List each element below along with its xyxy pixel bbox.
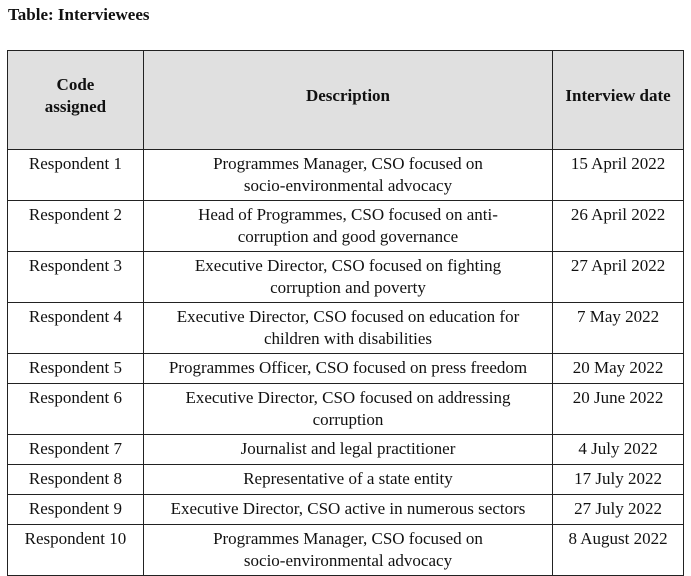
- cell-code: Respondent 7: [8, 435, 144, 465]
- description-line: corruption and good governance: [237, 227, 459, 246]
- cell-code: Respondent 3: [8, 252, 144, 303]
- cell-code: Respondent 4: [8, 303, 144, 354]
- description-line: Representative of a state entity: [243, 469, 453, 488]
- interviewees-table: [7, 50, 684, 576]
- description-line: corruption: [312, 410, 384, 429]
- cell-description: [143, 435, 552, 465]
- header-row: [8, 51, 684, 150]
- cell-description: [143, 384, 552, 435]
- header-code: [8, 51, 144, 150]
- description-line: Executive Director, CSO focused on addressing: [185, 388, 511, 407]
- header-date: Interview date: [553, 51, 684, 150]
- description-line: Programmes Officer, CSO focused on press freedom: [168, 358, 528, 377]
- description-line: corruption and poverty: [270, 278, 426, 297]
- table-row: [8, 201, 684, 252]
- table-row: [8, 465, 684, 495]
- cell-date: 4 July 2022: [553, 435, 684, 465]
- cell-code: Respondent 1: [8, 150, 144, 201]
- cell-description: [143, 252, 552, 303]
- table-row: [8, 354, 684, 384]
- table-row: [8, 384, 684, 435]
- description-line: Executive Director, CSO active in numerous sectors: [170, 499, 526, 518]
- cell-code: Respondent 6: [8, 384, 144, 435]
- table-row: [8, 252, 684, 303]
- description-line: Executive Director, CSO focused on fighting: [194, 256, 502, 275]
- cell-date: 27 April 2022: [553, 252, 684, 303]
- cell-description: [143, 201, 552, 252]
- table-row: [8, 150, 684, 201]
- table-row: [8, 435, 684, 465]
- description-line: socio-environmental advocacy: [243, 551, 453, 570]
- cell-date: 26 April 2022: [553, 201, 684, 252]
- cell-code: Respondent 5: [8, 354, 144, 384]
- cell-date: 7 May 2022: [553, 303, 684, 354]
- cell-description: [143, 525, 552, 576]
- cell-description: [143, 303, 552, 354]
- cell-date: 17 July 2022: [553, 465, 684, 495]
- table-row: [8, 525, 684, 576]
- description-line: Programmes Manager, CSO focused on: [213, 154, 483, 173]
- cell-description: [143, 354, 552, 384]
- description-line: socio-environmental advocacy: [243, 176, 453, 195]
- description-line: children with disabilities: [263, 329, 433, 348]
- cell-description: [143, 465, 552, 495]
- cell-description: [143, 150, 552, 201]
- header-description: Description: [143, 51, 552, 150]
- cell-date: 8 August 2022: [553, 525, 684, 576]
- table-row: [8, 303, 684, 354]
- cell-code: Respondent 8: [8, 465, 144, 495]
- header-code-line1: Code: [56, 75, 95, 94]
- cell-code: Respondent 10: [8, 525, 144, 576]
- table-caption: Table: Interviewees: [8, 5, 150, 24]
- description-line: Journalist and legal practitioner: [240, 439, 456, 458]
- cell-date: 15 April 2022: [553, 150, 684, 201]
- cell-date: 20 May 2022: [553, 354, 684, 384]
- cell-code: Respondent 2: [8, 201, 144, 252]
- description-line: Head of Programmes, CSO focused on anti-: [198, 205, 498, 224]
- cell-code: Respondent 9: [8, 495, 144, 525]
- table-row: [8, 495, 684, 525]
- header-code-line2: assigned: [44, 97, 107, 116]
- cell-description: [143, 495, 552, 525]
- cell-date: 20 June 2022: [553, 384, 684, 435]
- description-line: Programmes Manager, CSO focused on: [213, 529, 483, 548]
- description-line: Executive Director, CSO focused on education for: [176, 307, 520, 326]
- cell-date: 27 July 2022: [553, 495, 684, 525]
